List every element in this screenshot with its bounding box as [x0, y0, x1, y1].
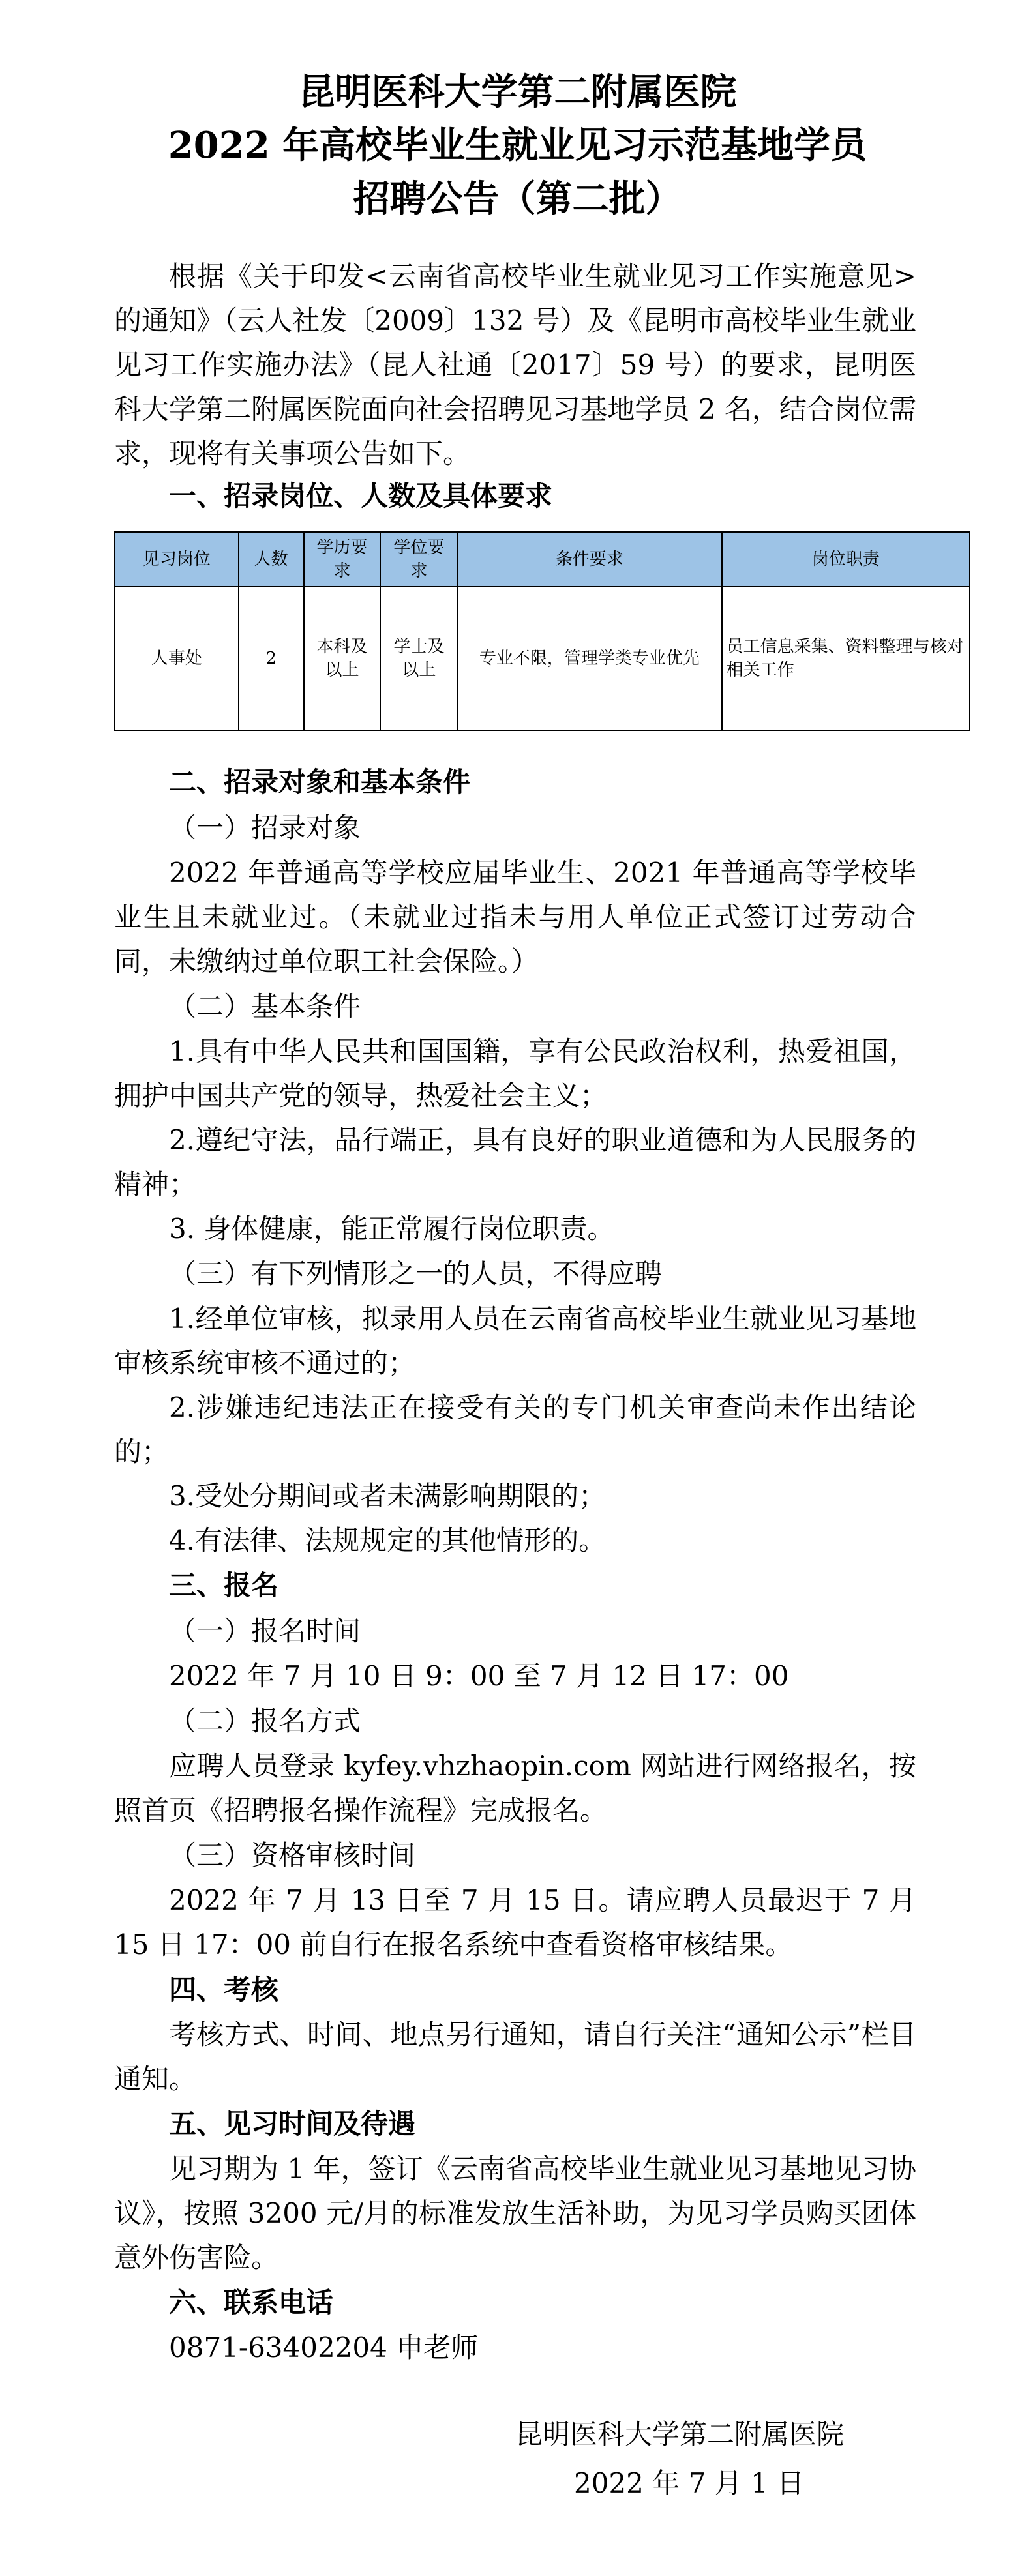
section-3-sub1: （一）报名时间 [169, 1615, 361, 1647]
signature-date: 2022 年 7 月 1 日 [574, 2467, 805, 2499]
table-header-cell: 见习岗位 [115, 532, 239, 587]
section-3-sub1-text: 2022 年 7 月 10 日 9：00 至 7 月 12 日 17：00 [169, 1660, 789, 1692]
intro-block [114, 254, 916, 519]
table-cell: 人事处 [115, 587, 239, 730]
section-1-heading: 一、招录岗位、人数及具体要求 [169, 480, 553, 512]
table-cell: 本科及以上 [304, 587, 381, 730]
list-item: 1.经单位审核，拟录用人员在云南省高校毕业生就业见习基地审核系统审核不通过的； [114, 1303, 916, 1379]
section-3-sub2: （二）报名方式 [169, 1705, 361, 1737]
section-2-sub3: （三）有下列情形之一的人员，不得应聘 [169, 1258, 663, 1290]
list-item: 3. 身体健康，能正常履行岗位职责。 [169, 1213, 615, 1245]
table-header-cell: 条件要求 [457, 532, 721, 587]
list-item: 3.受处分期间或者未满影响期限的； [169, 1480, 607, 1512]
section-5-text: 见习期为 1 年，签订《云南省高校毕业生就业见习基地见习协议》，按照 3200 元/月的标准发放生活补助，为见习学员购买团体意外伤害险。 [114, 2153, 916, 2273]
section-2-heading: 二、招录对象和基本条件 [169, 766, 471, 798]
section-2-sub1-text: 2022 年普通高等学校应届毕业生、2021 年普通高等学校毕业生且未就业过。（未就业过指未与用人单位正式签订过劳动合同，未缴纳过单位职工社会保险。） [114, 857, 916, 977]
table-header-cell: 学历要求 [304, 532, 381, 587]
section-2-sub2: （二）基本条件 [169, 990, 361, 1022]
section-3-sub3-text: 2022 年 7 月 13 日至 7 月 15 日。请应聘人员最迟于 7 月 15 日 17：00 前自行在报名系统中查看资格审核结果。 [114, 1884, 916, 1961]
section-2-sub1: （一）招录对象 [169, 812, 361, 844]
signature-org: 昆明医科大学第二附属医院 [515, 2418, 845, 2450]
list-item: 4.有法律、法规规定的其他情形的。 [169, 1524, 607, 1556]
section-3-sub3: （三）资格审核时间 [169, 1839, 416, 1871]
section-3-sub2-text: 应聘人员登录 kyfey.vhzhaopin.com 网站进行网络报名，按照首页《招聘报名操作流程》完成报名。 [114, 1750, 916, 1826]
document-title [0, 65, 1035, 226]
contact-phone: 0871-63402204 申老师 [169, 2332, 479, 2363]
section-4-text: 考核方式、时间、地点另行通知，请自行关注“通知公示”栏目通知。 [114, 2019, 916, 2095]
list-item: 2.涉嫌违纪违法正在接受有关的专门机关审查尚未作出结论的； [114, 1391, 916, 1468]
title-line-2: 2022 年高校毕业生就业见习示范基地学员 [168, 124, 867, 167]
list-item: 2.遵纪守法，品行端正，具有良好的职业道德和为人民服务的精神； [114, 1124, 916, 1200]
title-line-3: 招聘公告（第二批） [353, 177, 682, 220]
table-cell: 员工信息采集、资料整理与核对相关工作 [722, 587, 970, 730]
title-line-1: 昆明医科大学第二附属医院 [298, 70, 737, 113]
table-cell: 2 [239, 587, 304, 730]
table-cell: 专业不限，管理学类专业优先 [457, 587, 721, 730]
section-6-heading: 六、联系电话 [169, 2287, 334, 2318]
section-5-heading: 五、见习时间及待遇 [169, 2108, 416, 2140]
table-header-cell: 岗位职责 [722, 532, 970, 587]
table-header-cell: 人数 [239, 532, 304, 587]
table-header-row [115, 532, 970, 587]
section-4-heading: 四、考核 [169, 1974, 279, 2006]
section-3-heading: 三、报名 [169, 1569, 279, 1601]
requirements-table [114, 531, 970, 731]
intro-paragraph: 根据《关于印发<云南省高校毕业生就业见习工作实施意见>的通知》（云人社发〔2009〕132 号）及《昆明市高校毕业生就业见习工作实施办法》（昆人社通〔2017〕59 号）的要求，昆明医科大学第二附属医院面向社会招聘见习基地学员 2 名，结合岗位需求，现将有关事项公告如下。 [114, 260, 916, 469]
main-content [114, 760, 916, 2370]
table-row [115, 587, 970, 730]
list-item: 1.具有中华人民共和国国籍，享有公民政治权利，热爱祖国，拥护中国共产党的领导，热爱社会主义； [114, 1035, 916, 1112]
table-cell: 学士及以上 [380, 587, 457, 730]
table-header-cell: 学位要求 [380, 532, 457, 587]
